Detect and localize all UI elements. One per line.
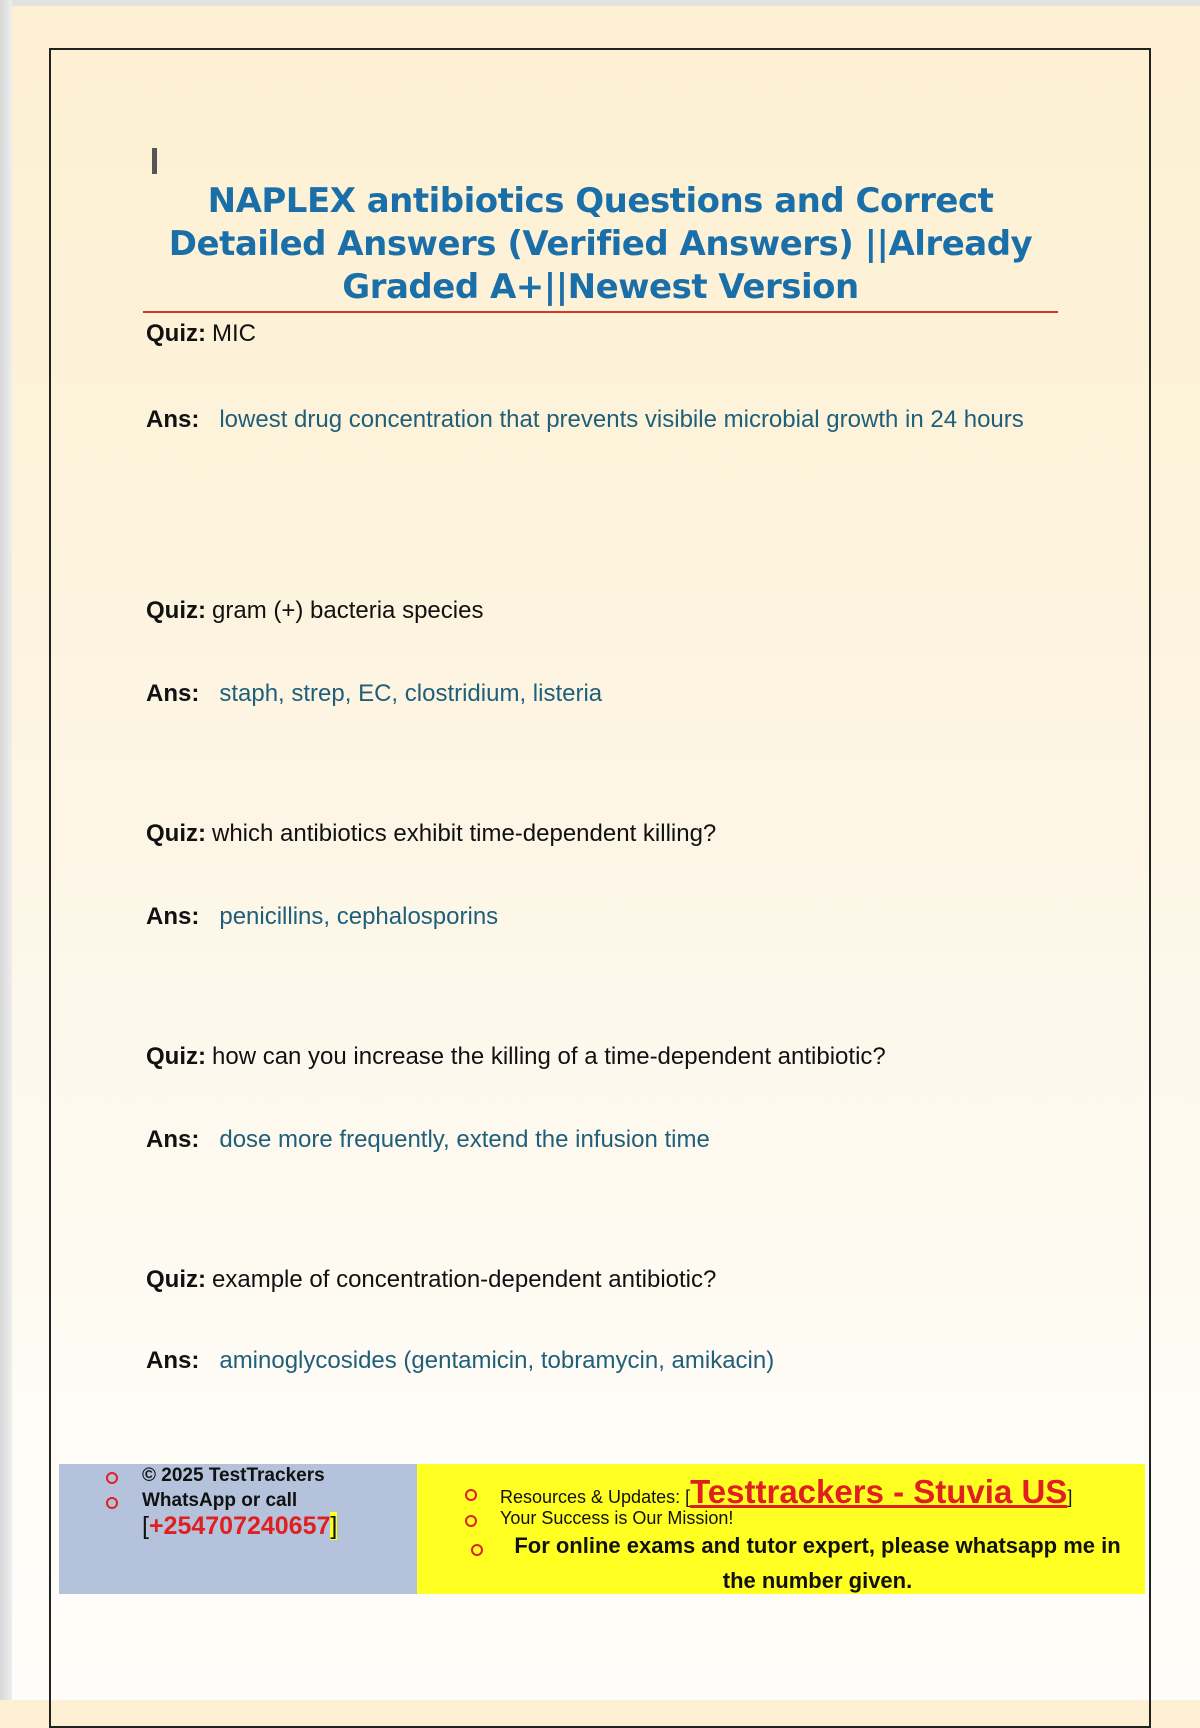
quiz-question-1	[146, 320, 1046, 348]
phone-number[interactable]	[142, 1512, 337, 1541]
bullet-icon	[106, 1497, 118, 1509]
quiz-answer-4	[146, 1115, 1046, 1165]
question-text: which antibiotics exhibit time-dependent killing?	[212, 820, 717, 847]
mission-text: Your Success is Our Mission!	[500, 1508, 734, 1528]
resources-bracket-close: ]	[1067, 1487, 1073, 1507]
contact-label: WhatsApp or call	[142, 1490, 298, 1511]
document-title: NAPLEX antibiotics Questions and Correct Detailed Answers (Verified Answers) ||Already Graded A+||Newest Version	[168, 181, 1033, 307]
resources-label: Resources & Updates: [	[500, 1487, 691, 1507]
quiz-question-4	[146, 1043, 1046, 1071]
page-left-edge	[0, 0, 12, 1700]
answer-label: Ans:	[146, 903, 200, 930]
page-top-edge	[0, 0, 1200, 6]
quiz-answer-3	[146, 892, 1046, 942]
answer-text: penicillins, cephalosporins	[219, 903, 499, 930]
answer-label: Ans:	[146, 1347, 200, 1374]
quiz-question-5	[146, 1266, 1046, 1294]
question-text: how can you increase the killing of a time-dependent antibiotic?	[212, 1043, 886, 1070]
text-cursor	[152, 148, 157, 174]
stuvia-link[interactable]: Testtrackers - Stuvia US	[690, 1473, 1068, 1510]
quiz-label: Quiz:	[146, 1266, 206, 1293]
phone-bracket-close: ]	[330, 1512, 338, 1540]
online-exams-text: For online exams and tutor expert, please whatsapp me in the number given.	[514, 1533, 1121, 1593]
answer-text: dose more frequently, extend the infusion time	[219, 1126, 710, 1153]
answer-label: Ans:	[146, 1126, 200, 1153]
question-text: MIC	[212, 320, 256, 347]
answer-text: lowest drug concentration that prevents visibile microbial growth in 24 hours	[219, 406, 1024, 433]
bullet-icon	[465, 1515, 477, 1527]
bullet-icon	[106, 1472, 118, 1484]
phone-value: +254707240657	[148, 1512, 331, 1540]
answer-text: aminoglycosides (gentamicin, tobramycin, amikacin)	[219, 1347, 775, 1374]
quiz-answer-1	[146, 395, 1046, 445]
quiz-label: Quiz:	[146, 597, 206, 624]
quiz-label: Quiz:	[146, 820, 206, 847]
answer-label: Ans:	[146, 680, 200, 707]
quiz-label: Quiz:	[146, 1043, 206, 1070]
copyright-text: © 2025 TestTrackers	[142, 1465, 325, 1486]
quiz-answer-2	[146, 669, 1046, 719]
quiz-question-2	[146, 597, 1046, 625]
quiz-label: Quiz:	[146, 320, 206, 347]
answer-label: Ans:	[146, 406, 200, 433]
quiz-question-3	[146, 820, 1046, 848]
title-underline	[143, 311, 1058, 313]
bullet-icon	[465, 1489, 477, 1501]
question-text: gram (+) bacteria species	[212, 597, 484, 624]
bullet-icon	[471, 1544, 483, 1556]
resources-line	[500, 1473, 1072, 1511]
phone-bracket-open: [	[142, 1512, 149, 1540]
answer-text: staph, strep, EC, clostridium, listeria	[219, 680, 603, 707]
question-text: example of concentration-dependent antibiotic?	[212, 1266, 717, 1293]
quiz-answer-5	[146, 1336, 1046, 1386]
